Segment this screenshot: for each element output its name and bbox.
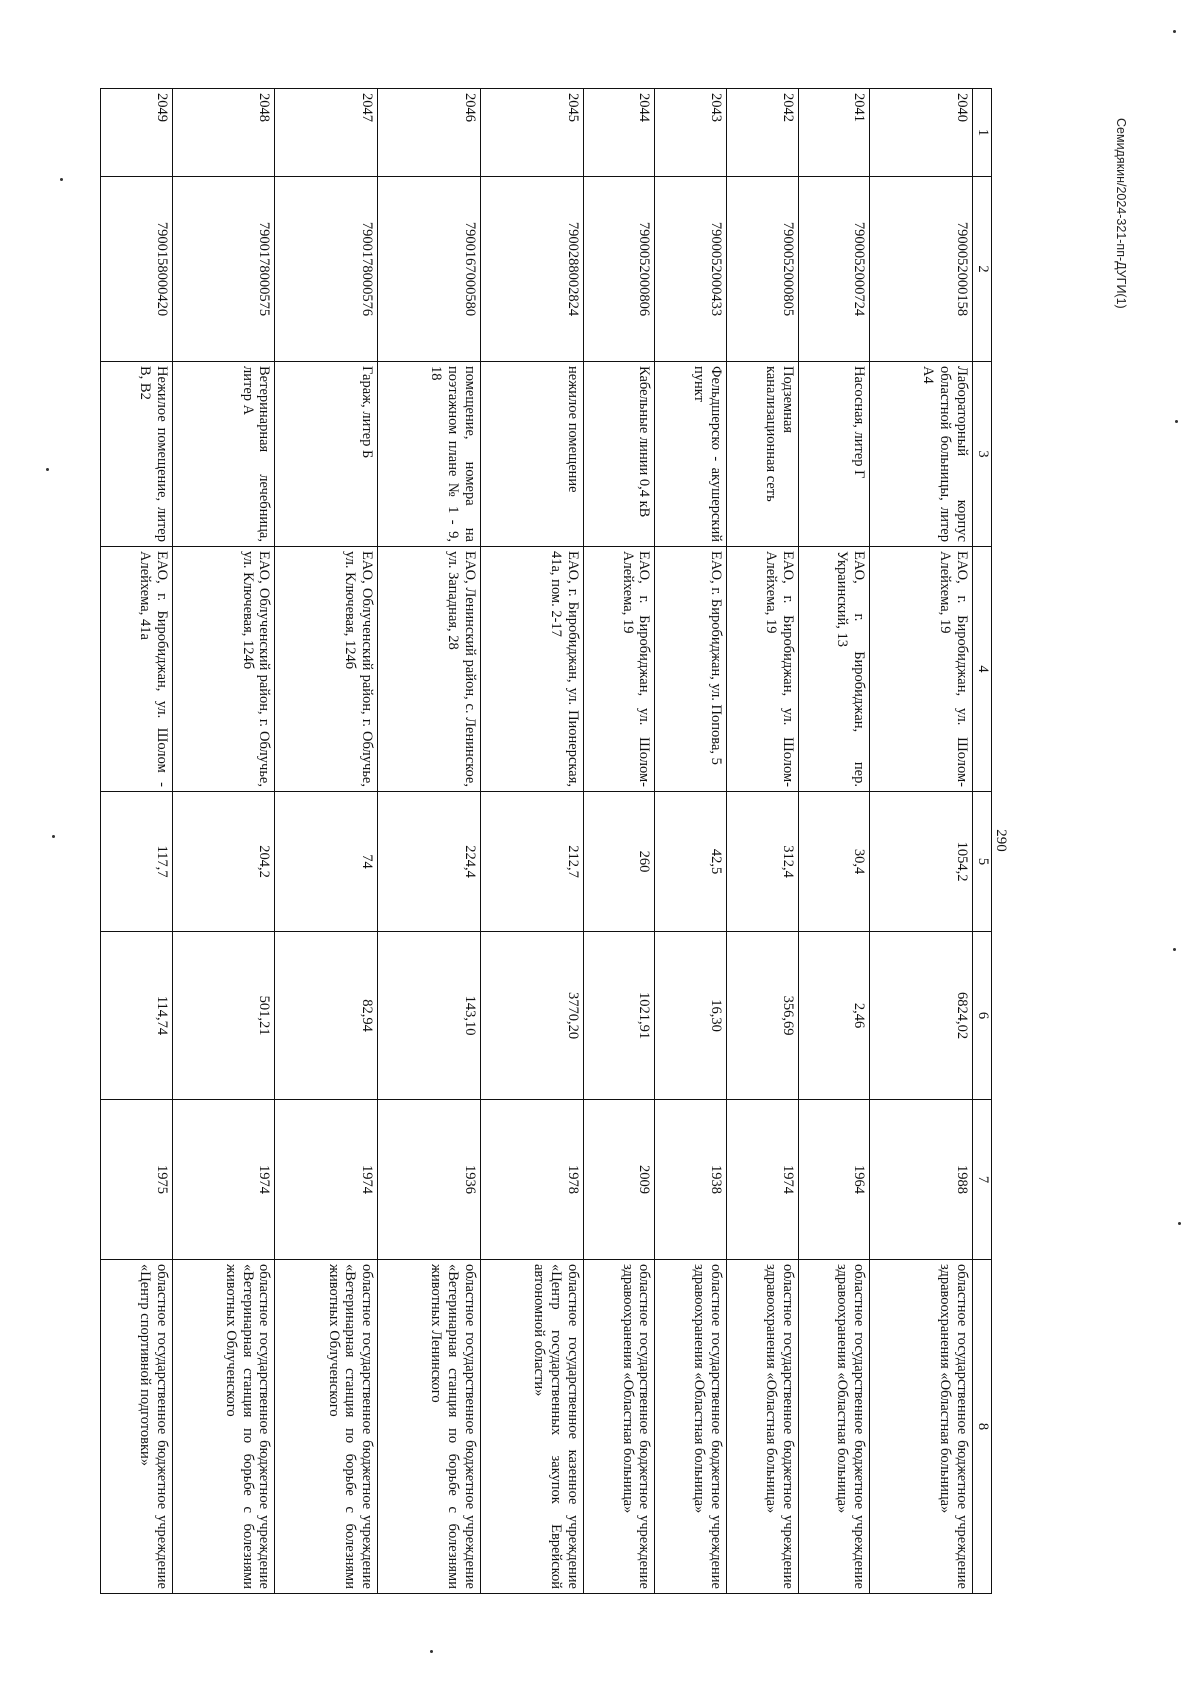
header-cell: 6 [973,932,992,1100]
value-cell: 356,69 [727,932,799,1100]
row-number-cell: 2045 [481,89,584,177]
object-name-cell: Кабельные линии 0,4 кВ [583,362,655,547]
year-cell: 1938 [655,1100,727,1260]
scan-speck [1178,1222,1181,1225]
object-name-cell: Фельдшерско - акушерский пункт [655,362,727,547]
scan-speck [430,1650,433,1653]
row-number-cell: 2040 [870,89,973,177]
address-cell: ЕАО, г. Биробиджан, ул. Шолом-Алейхема, 19 [727,547,799,792]
object-name-cell: Лабораторный корпус областной больницы, литер А4 [870,362,973,547]
row-number-cell: 2046 [378,89,481,177]
year-cell: 1974 [727,1100,799,1260]
row-number-cell: 2047 [275,89,378,177]
rotated-page-content [100,88,1010,1593]
area-cell: 74 [275,792,378,932]
table-row [870,89,973,1594]
object-name-cell: Гараж, литер Б [275,362,378,547]
holder-cell: областное государственное казенное учреждение «Центр государственных закупок Еврейской автономной области» [481,1260,584,1594]
holder-cell: областное государственное бюджетное учреждение «Ветеринарная станция по борьбе с болезнями животных Ленинского [378,1260,481,1594]
value-cell: 6824,02 [870,932,973,1100]
value-cell: 1021,91 [583,932,655,1100]
year-cell: 1974 [172,1100,275,1260]
table-row [727,89,799,1594]
address-cell: ЕАО, г. Биробиджан, ул. Пионерская, 41а, пом. 2-17 [481,547,584,792]
holder-cell: областное государственное бюджетное учреждение здравоохранения «Областная больница» [655,1260,727,1594]
holder-cell: областное государственное бюджетное учреждение здравоохранения «Областная больница» [583,1260,655,1594]
address-cell: ЕАО, Облученский район, г. Облучье, ул. Ключевая, 124б [172,547,275,792]
table-row [583,89,655,1594]
holder-cell: областное государственное бюджетное учреждение здравоохранения «Областная больница» [870,1260,973,1594]
row-number-cell: 2048 [172,89,275,177]
area-cell: 212,7 [481,792,584,932]
scan-speck [46,468,49,471]
scan-speck [1173,30,1176,33]
value-cell: 3770,20 [481,932,584,1100]
address-cell: ЕАО, г. Биробиджан, ул. Попова, 5 [655,547,727,792]
address-cell: ЕАО, Облученский район, г. Облучье, ул. Ключевая, 124б [275,547,378,792]
address-cell: ЕАО, г. Биробиджан, ул. Шолом-Алейхема, 19 [583,547,655,792]
address-cell: ЕАО, г. Биробиджан, пер. Украинский, 13 [798,547,870,792]
row-number-cell: 2049 [101,89,173,177]
value-cell: 114,74 [101,932,173,1100]
area-cell: 312,4 [727,792,799,932]
cadastral-number-cell: 7900052000433 [655,177,727,362]
year-cell: 1988 [870,1100,973,1260]
table-row [655,89,727,1594]
row-number-cell: 2042 [727,89,799,177]
document-code: Семидякин/2024-321-пп-ДУГИ(1) [1114,118,1128,309]
scan-speck [1175,420,1178,423]
holder-cell: областное государственное бюджетное учреждение здравоохранения «Областная больница» [798,1260,870,1594]
header-cell: 7 [973,1100,992,1260]
value-cell: 2,46 [798,932,870,1100]
cadastral-number-cell: 7900288002824 [481,177,584,362]
object-name-cell: Насосная, литер Г [798,362,870,547]
table-row [101,89,173,1594]
page-number: 290 [993,829,1009,852]
header-cell: 8 [973,1260,992,1594]
header-cell: 2 [973,177,992,362]
year-cell: 1936 [378,1100,481,1260]
address-cell: ЕАО, г. Биробиджан, ул. Шолом - Алейхема, 41а [101,547,173,792]
header-cell: 3 [973,362,992,547]
scan-speck [52,835,55,838]
year-cell: 1964 [798,1100,870,1260]
value-cell: 16,30 [655,932,727,1100]
scan-speck [60,178,63,181]
table-row [275,89,378,1594]
cadastral-number-cell: 7900178000576 [275,177,378,362]
holder-cell: областное государственное бюджетное учреждение «Ветеринарная станция по борьбе с болезнями животных Облученского [172,1260,275,1594]
table-row [172,89,275,1594]
area-cell: 204,2 [172,792,275,932]
object-name-cell: Нежилое помещение, литер В, В2 [101,362,173,547]
header-cell: 5 [973,792,992,932]
object-name-cell: Ветеринарная лечебница, литер А [172,362,275,547]
property-registry-table [100,88,992,1594]
value-cell: 143,10 [378,932,481,1100]
cadastral-number-cell: 7900052000805 [727,177,799,362]
address-cell: ЕАО, Ленинский район, с. Ленинское, ул. Западная, 28 [378,547,481,792]
year-cell: 1974 [275,1100,378,1260]
object-name-cell: нежилое помещение [481,362,584,547]
object-name-cell: Подземная канализационная сеть [727,362,799,547]
cadastral-number-cell: 7900052000158 [870,177,973,362]
header-cell: 1 [973,89,992,177]
row-number-cell: 2043 [655,89,727,177]
area-cell: 1054,2 [870,792,973,932]
area-cell: 260 [583,792,655,932]
cadastral-number-cell: 7900178000575 [172,177,275,362]
holder-cell: областное государственное бюджетное учреждение «Центр спортивной подготовки» [101,1260,173,1594]
year-cell: 1978 [481,1100,584,1260]
holder-cell: областное государственное бюджетное учреждение «Ветеринарная станция по борьбе с болезнями животных Облученского [275,1260,378,1594]
cadastral-number-cell: 7900158000420 [101,177,173,362]
object-name-cell: помещение, номера на поэтажном плане № 1 - 9, 18 [378,362,481,547]
header-cell: 4 [973,547,992,792]
scan-speck [1173,948,1176,951]
cadastral-number-cell: 7900052000806 [583,177,655,362]
area-cell: 42,5 [655,792,727,932]
year-cell: 1975 [101,1100,173,1260]
value-cell: 82,94 [275,932,378,1100]
cadastral-number-cell: 7900052000724 [798,177,870,362]
table-header-row [973,89,992,1594]
table-row [481,89,584,1594]
cadastral-number-cell: 7900167000580 [378,177,481,362]
address-cell: ЕАО, г. Биробиджан, ул. Шолом-Алейхема, 19 [870,547,973,792]
table-row [798,89,870,1594]
row-number-cell: 2041 [798,89,870,177]
holder-cell: областное государственное бюджетное учреждение здравоохранения «Областная больница» [727,1260,799,1594]
row-number-cell: 2044 [583,89,655,177]
area-cell: 30,4 [798,792,870,932]
table-row [378,89,481,1594]
year-cell: 2009 [583,1100,655,1260]
area-cell: 224,4 [378,792,481,932]
value-cell: 501,21 [172,932,275,1100]
area-cell: 117,7 [101,792,173,932]
